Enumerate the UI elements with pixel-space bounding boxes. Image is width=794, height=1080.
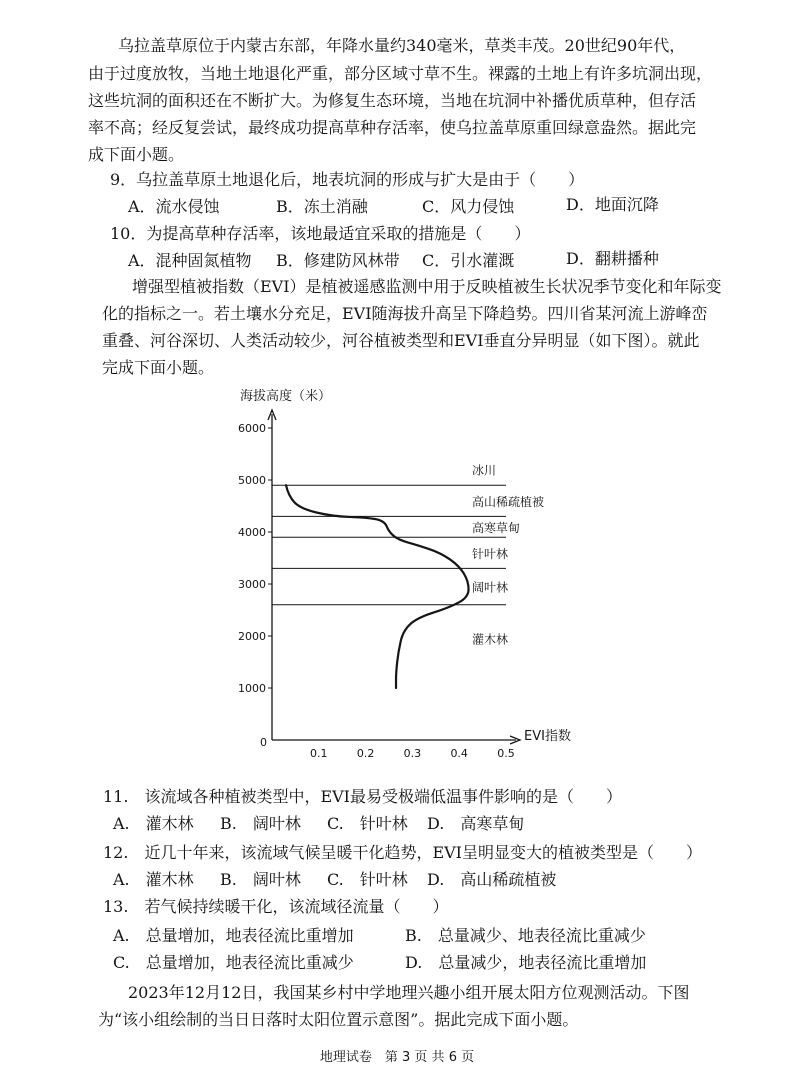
x-tick-label: 0.3 — [403, 747, 422, 760]
q11-option-b: B. 阔叶林 — [220, 814, 301, 833]
q9-option-d: D．地面沉降 — [566, 195, 659, 214]
y-tick-label: 6000 — [238, 422, 266, 435]
page-footer: 地理试卷 第 3 页 共 6 页 — [319, 1050, 475, 1065]
q13-stem: 13. 若气候持续暖干化，该流域径流量（ ） — [103, 897, 449, 916]
intro2-line-4: 完成下面小题。 — [102, 358, 215, 377]
q12-option-b: B. 阔叶林 — [220, 870, 301, 889]
intro2-line-2: 化的指标之一。若土壤水分充足，EVI随海拔升高呈下降趋势。四川省某河流上游峰峦 — [102, 304, 708, 323]
y-tick-label: 4000 — [238, 526, 266, 539]
q13-option-d: D. 总量减少，地表径流比重增加 — [405, 953, 647, 972]
x-axis-title: EVI指数 — [524, 729, 571, 744]
q10-option-b: B．修建防风林带 — [276, 251, 400, 270]
q13-option-a: A. 总量增加，地表径流比重增加 — [113, 926, 354, 945]
x-tick-label: 0.1 — [310, 747, 328, 760]
evi-series — [285, 485, 469, 689]
x-tick-label: 0.5 — [497, 747, 515, 760]
intro3-line-2: 为“该小组绘制的当日日落时太阳位置示意图”。据此完成下面小题。 — [98, 1010, 579, 1029]
y-tick-label: 3000 — [238, 578, 266, 591]
zone-label: 针叶林 — [472, 546, 509, 561]
q12-option-d: D. 高山稀疏植被 — [427, 870, 557, 889]
q11-stem: 11. 该流域各种植被类型中，EVI最易受极端低温事件影响的是（ ） — [103, 787, 623, 806]
zone-labels — [472, 463, 544, 647]
q10-stem: 10．为提高草种存活率，该地最适宜采取的措施是（ ） — [110, 224, 531, 243]
x-tick-label: 0.2 — [356, 747, 375, 760]
intro1-line-3: 这些坑洞的面积还在不断扩大。为修复生态环境，当地在坑洞中补播优质草种，但存活 — [88, 91, 697, 110]
intro1-line-1: 乌拉盖草原位于内蒙古东部，年降水量约340毫米，草类丰茂。20世纪90年代， — [118, 36, 686, 55]
q11-option-c: C. 针叶林 — [327, 814, 408, 833]
q10-option-c: C．引水灌溉 — [422, 251, 515, 270]
origin-label: 0 — [260, 736, 267, 749]
y-tick-label: 2000 — [238, 630, 266, 643]
zone-label: 冰川 — [472, 463, 497, 478]
zone-label: 阔叶林 — [472, 580, 509, 595]
q9-stem: 9．乌拉盖草原土地退化后，地表坑洞的形成与扩大是由于（ ） — [110, 170, 585, 189]
q9-option-b: B．冻土消融 — [276, 197, 368, 216]
q10-option-d: D．翻耕播种 — [566, 249, 659, 268]
q12-stem: 12. 近几十年来，该流域气候呈暖干化趋势，EVI呈明显变大的植被类型是（ ） — [103, 843, 703, 862]
q13-option-b: B. 总量减少、地表径流比重减少 — [405, 926, 646, 945]
x-tick-label: 0.4 — [450, 747, 468, 760]
q10-option-a: A．混种固氮植物 — [128, 251, 252, 270]
intro1-line-4: 率不高；经反复尝试，最终成功提高草种存活率，使乌拉盖草原重回绿意盎然。据此完 — [88, 118, 697, 137]
q9-option-a: A．流水侵蚀 — [128, 197, 220, 216]
intro2-line-1: 增强型植被指数（EVI）是植被遥感监测中用于反映植被生长状况季节变化和年际变 — [132, 277, 722, 296]
q12-option-a: A. 灌木林 — [113, 870, 194, 889]
zone-label: 灌木林 — [472, 632, 509, 647]
y-tick-label: 1000 — [238, 682, 266, 695]
q9-option-c: C．风力侵蚀 — [422, 197, 515, 216]
evi-curve — [286, 485, 469, 688]
q11-option-d: D. 高寒草甸 — [427, 814, 525, 833]
zone-label: 高山稀疏植被 — [472, 494, 545, 509]
q11-option-a: A. 灌木林 — [113, 814, 194, 833]
intro2-line-3: 重叠、河谷深切、人类活动较少，河谷植被类型和EVI垂直分异明显（如下图）。就此 — [102, 331, 700, 350]
zone-label: 高寒草甸 — [472, 520, 521, 535]
q13-option-c: C. 总量增加，地表径流比重减少 — [113, 953, 354, 972]
evi-elevation-chart — [228, 378, 588, 763]
y-tick-label: 5000 — [238, 474, 266, 487]
intro1-line-5: 成下面小题。 — [88, 145, 185, 164]
q12-option-c: C. 针叶林 — [327, 870, 408, 889]
intro1-line-2: 由于过度放牧，当地土地退化严重，部分区域寸草不生。裸露的土地上有许多坑洞出现， — [88, 64, 713, 83]
chart-axes — [268, 410, 520, 744]
intro3-line-1: 2023年12月12日，我国某乡村中学地理兴趣小组开展太阳方位观测活动。下图 — [128, 983, 690, 1002]
y-axis-title: 海拔高度（米） — [240, 389, 332, 404]
